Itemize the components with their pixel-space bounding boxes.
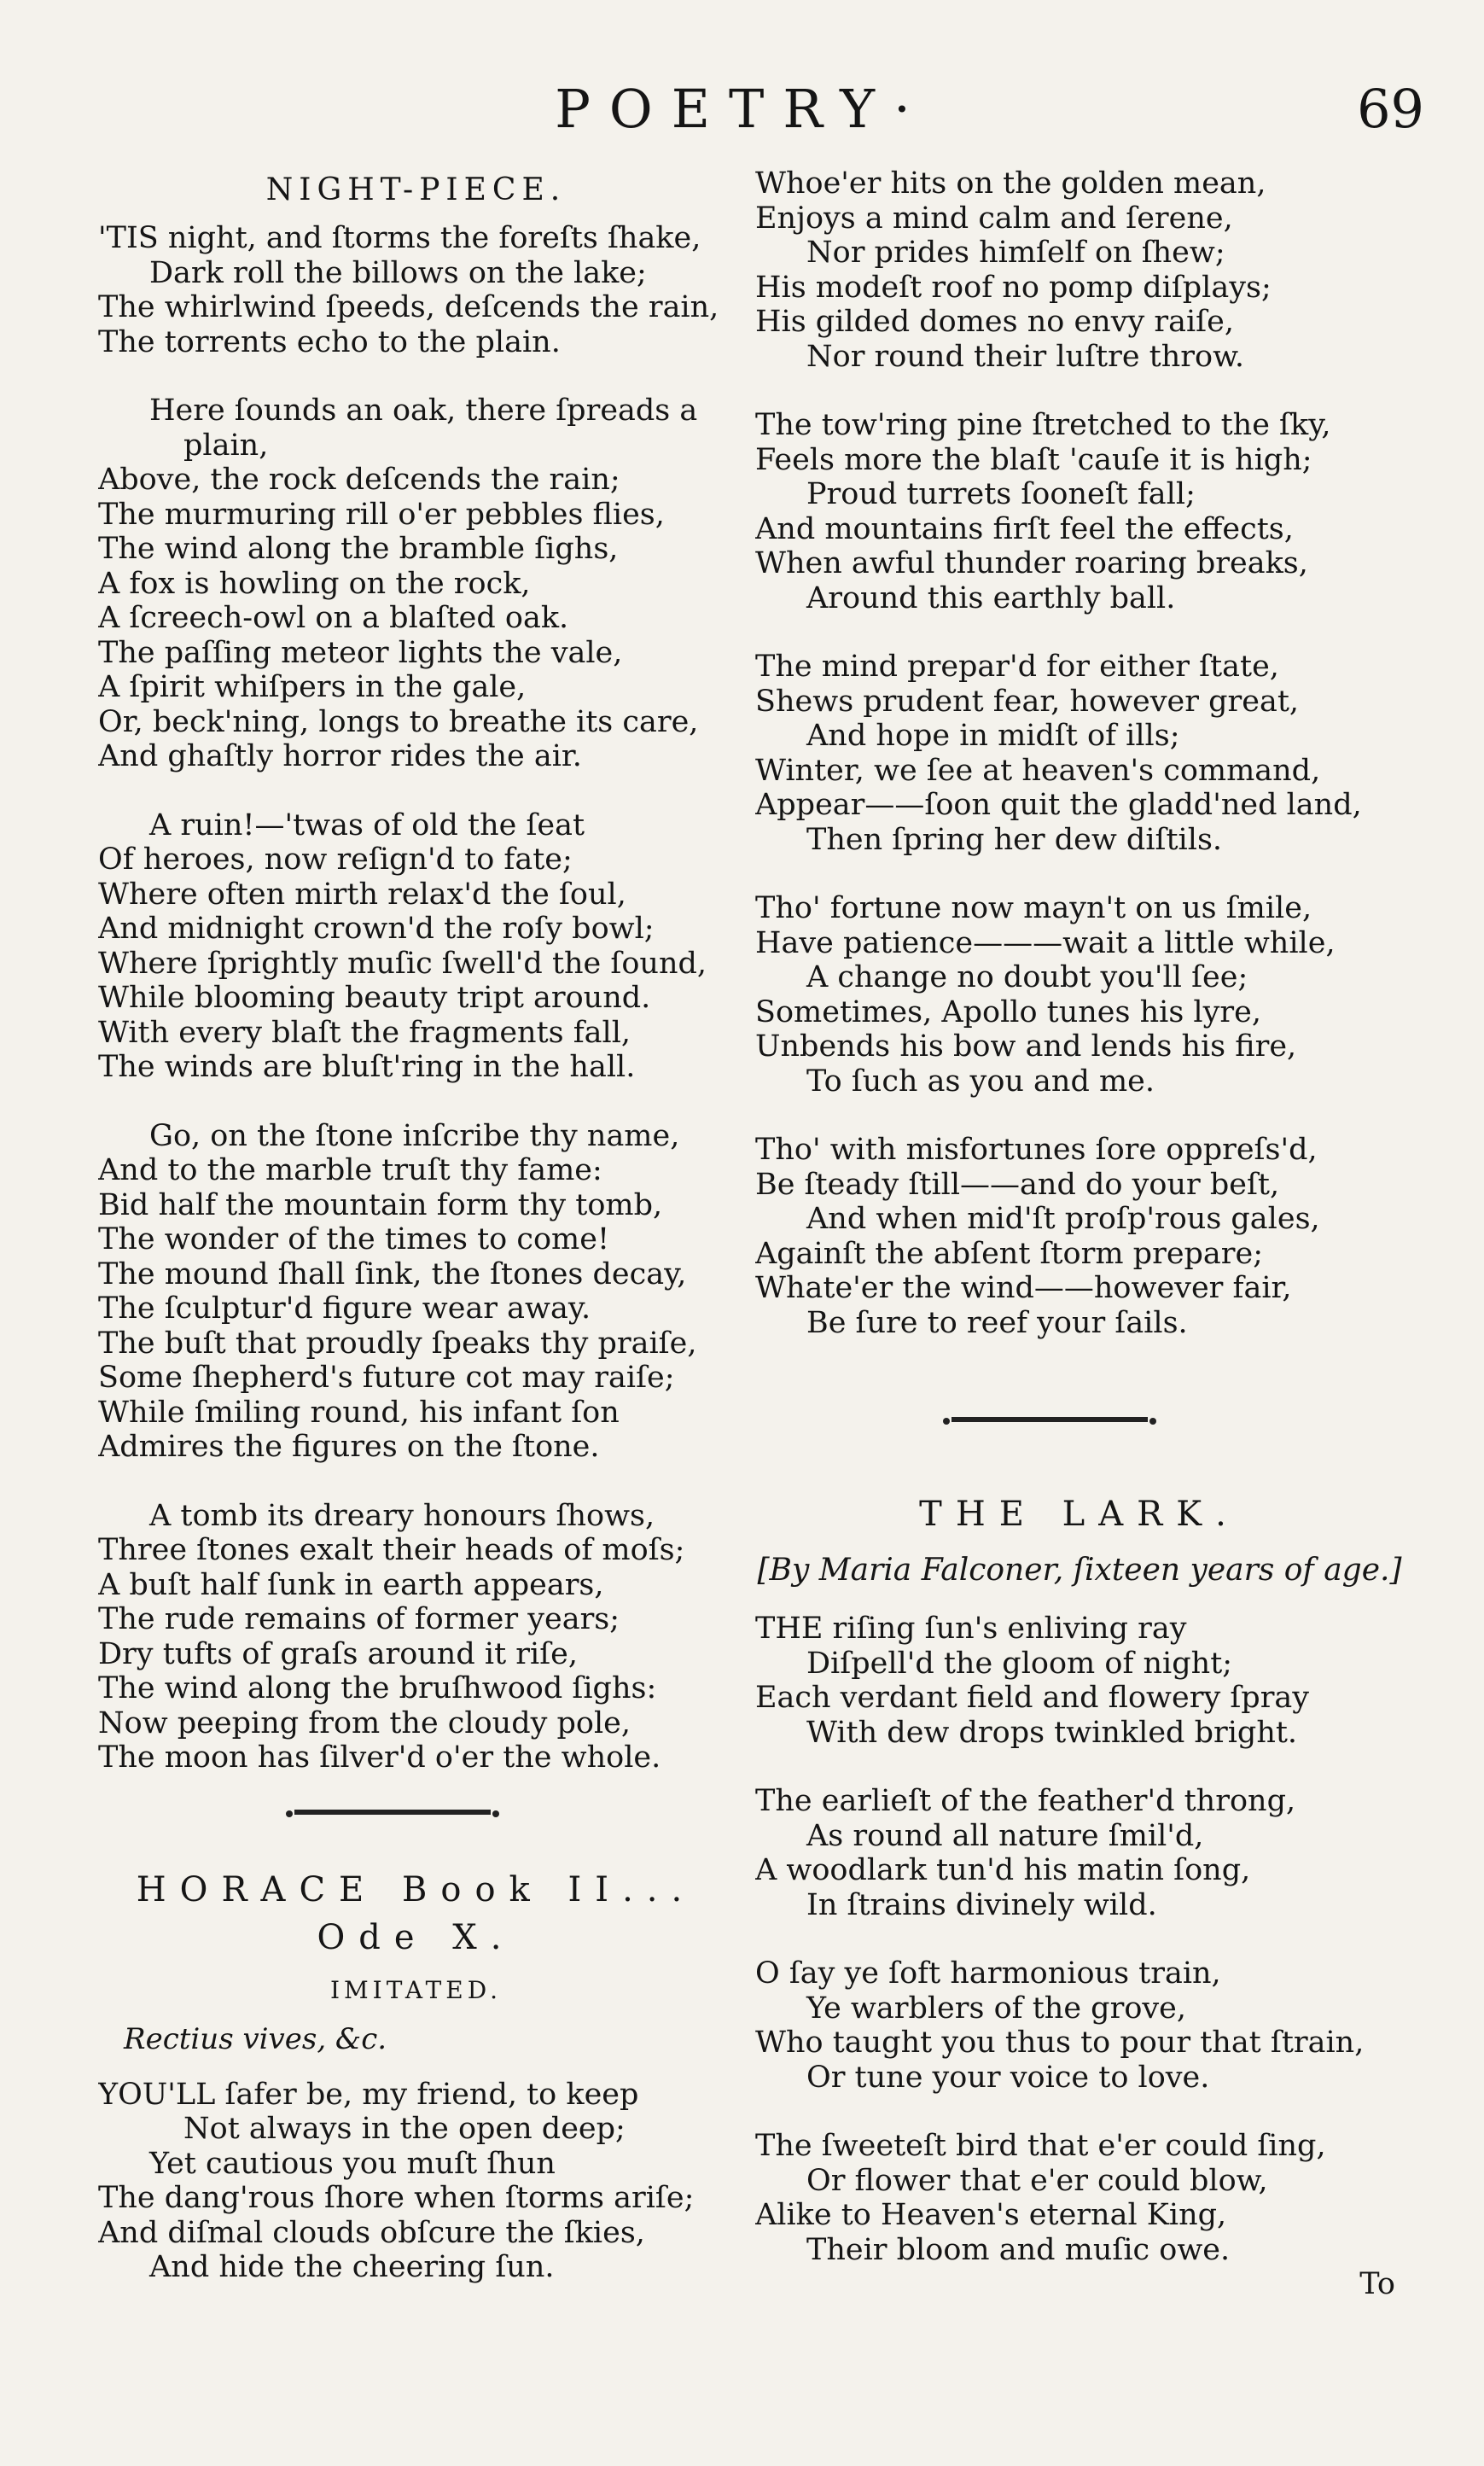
poem-line: To ſuch as you and me. bbox=[806, 1064, 1155, 1099]
poem-line: Nor round their luſtre throw. bbox=[806, 339, 1245, 374]
stanza bbox=[755, 408, 1404, 615]
poem-line: The murmuring rill o'er pebbles flies, bbox=[98, 497, 665, 532]
poem-line: A ſpirit whiſpers in the gale, bbox=[98, 670, 527, 704]
poem-line: As round all nature ſmil'd, bbox=[806, 1818, 1204, 1853]
poem-line: The ſweeteſt bird that e'er could ſing, bbox=[755, 2129, 1326, 2163]
poem-line: The moon has ſilver'd o'er the whole. bbox=[98, 1740, 661, 1775]
right-column bbox=[755, 166, 1404, 2428]
poem-line: And mountains firſt feel the effects, bbox=[755, 511, 1294, 546]
stanza bbox=[98, 2078, 734, 2285]
poem-line: While ſmiling round, his infant ſon bbox=[98, 1395, 620, 1430]
stanza bbox=[755, 891, 1404, 1099]
running-title: POETRY· bbox=[555, 78, 929, 140]
poem-line: The ſculptur'd figure wear away. bbox=[98, 1291, 591, 1326]
poem-line: A tomb its dreary honours ſhows, bbox=[149, 1498, 655, 1533]
poem-line: Ye warblers of the grove, bbox=[806, 1991, 1187, 2026]
poem-line: Three ſtones exalt their heads of moſs; bbox=[98, 1533, 685, 1567]
poem-line: Shews prudent fear, however great, bbox=[755, 684, 1300, 719]
poem-line: The winds are bluſt'ring in the hall. bbox=[98, 1050, 636, 1084]
stanza bbox=[755, 650, 1404, 857]
poem-line: Some ſhepherd's future cot may raiſe; bbox=[98, 1361, 675, 1395]
poem-line: Where often mirth relax'd the ſoul, bbox=[98, 877, 626, 912]
poem-epigraph: Rectius vives, &c. bbox=[124, 2021, 387, 2056]
poem-line: The earlieſt of the feather'd throng, bbox=[755, 1784, 1296, 1818]
stanza bbox=[98, 221, 734, 359]
poem-line: Then ſpring her dew diſtils. bbox=[806, 822, 1223, 857]
poem-line: Now peeping from the cloudy pole, bbox=[98, 1705, 631, 1740]
poem-line: Be ſteady ſtill——and do your beſt, bbox=[755, 1167, 1280, 1202]
poem-line: A ſcreech-owl on a blaſted oak. bbox=[98, 601, 569, 635]
stanza bbox=[755, 166, 1404, 374]
page-header bbox=[0, 75, 1484, 143]
poem-line: With every blaſt the fragments fall, bbox=[98, 1015, 631, 1050]
page-number: 69 bbox=[1357, 78, 1424, 140]
poem-line: His modeſt roof no pomp diſplays; bbox=[755, 270, 1272, 305]
poem-line: With dew drops twinkled bright. bbox=[806, 1715, 1298, 1750]
poem-subtitle: IMITATED. bbox=[329, 1975, 503, 2004]
catchword: To bbox=[1359, 2267, 1395, 2301]
poem-line: And hope in midſt of ills; bbox=[806, 719, 1180, 753]
poem-line: Here ſounds an oak, there ſpreads a bbox=[149, 394, 698, 428]
poem-line: Or, beck'ning, longs to breathe its care, bbox=[98, 704, 699, 739]
poem-line: Tho' with misfortunes ſore oppreſs'd, bbox=[755, 1133, 1318, 1167]
poem-line: Feels more the blaſt 'cauſe it is high; bbox=[755, 442, 1312, 477]
poem-line: A ruin!—'twas of old the ſeat bbox=[149, 807, 585, 842]
stanza bbox=[98, 394, 734, 774]
poem-line: Or tune your voice to love. bbox=[806, 2060, 1210, 2095]
poem-line: Admires the figures on the ſtone. bbox=[98, 1430, 600, 1464]
poem-line: Whate'er the wind——however fair, bbox=[755, 1271, 1292, 1305]
poem-line: Have patience———wait a little while, bbox=[755, 925, 1336, 960]
poem-line: Proud turrets ſooneſt fall; bbox=[806, 477, 1196, 511]
poem-line: And hide the cheering ſun. bbox=[149, 2250, 555, 2284]
stanza bbox=[755, 1956, 1404, 2095]
poem-line: Their bloom and muſic owe. bbox=[806, 2232, 1231, 2267]
stanza bbox=[755, 1133, 1404, 1340]
poem-line: Unbends his bow and lends his fire, bbox=[755, 1029, 1297, 1064]
poem-line: And to the marble truſt thy fame: bbox=[98, 1153, 602, 1187]
poem-line: The dang'rous ſhore when ſtorms ariſe; bbox=[98, 2181, 695, 2215]
poem-line: And midnight crown'd the roſy bowl; bbox=[98, 912, 655, 946]
poem-line: O ſay ye ſoft harmonious train, bbox=[755, 1956, 1221, 1991]
poem-line: Dry tufts of graſs around it riſe, bbox=[98, 1636, 578, 1671]
poem-line: Diſpell'd the gloom of night; bbox=[806, 1646, 1233, 1681]
poem-line: While blooming beauty tript around. bbox=[98, 981, 651, 1015]
ornamental-rule bbox=[952, 1417, 1148, 1422]
poem-line: Dark roll the billows on the lake; bbox=[149, 255, 647, 290]
stanza bbox=[755, 1784, 1404, 1922]
stanza bbox=[755, 1612, 1404, 1750]
poem-line: The buſt that proudly ſpeaks thy praiſe, bbox=[98, 1326, 697, 1361]
poem-byline: [By Maria Falconer, ſixteen years of age.] bbox=[757, 1553, 1402, 1588]
poem-line: Winter, we ſee at heaven's command, bbox=[755, 753, 1321, 788]
poem-line: Nor prides himſelf on ſhew; bbox=[806, 236, 1225, 270]
poem-line: Around this earthly ball. bbox=[806, 580, 1176, 615]
poem-line: Tho' fortune now mayn't on us ſmile, bbox=[755, 891, 1312, 925]
poem-line: In ſtrains divinely wild. bbox=[806, 1887, 1157, 1922]
poem-line: Whoe'er hits on the golden mean, bbox=[755, 166, 1266, 201]
poem-line: The rude remains of former years; bbox=[98, 1602, 620, 1636]
poem-line: Not always in the open deep; bbox=[183, 2112, 626, 2146]
stanza bbox=[98, 808, 734, 1085]
poem-line: Go, on the ſtone inſcribe thy name, bbox=[149, 1118, 680, 1153]
poem-line: The tow'ring pine ſtretched to the ſky, bbox=[755, 408, 1331, 442]
poem-line: The torrents echo to the plain. bbox=[98, 324, 561, 359]
poem-line: THE riſing ſun's enliving ray bbox=[755, 1612, 1187, 1646]
poem-line: 'TIS night, and ſtorms the foreſts ſhake, bbox=[98, 221, 701, 255]
poem-line: Appear——ſoon quit the gladd'ned land, bbox=[755, 788, 1362, 822]
poem-line: Yet cautious you muſt ſhun bbox=[149, 2146, 556, 2181]
poem-line: The wonder of the times to come! bbox=[98, 1222, 610, 1256]
poem-line: And ghaſtly horror rides the air. bbox=[98, 739, 582, 773]
poem-line: Sometimes, Apollo tunes his lyre, bbox=[755, 994, 1261, 1029]
poem-line: The wind along the bramble ſighs, bbox=[98, 532, 619, 566]
stanza bbox=[755, 2129, 1404, 2302]
poem-line: Where ſprightly muſic ſwell'd the ſound, bbox=[98, 946, 707, 981]
stanza bbox=[98, 1119, 734, 1465]
poem-line: A fox is howling on the rock, bbox=[98, 566, 531, 601]
poem-line: A buſt half ſunk in earth appears, bbox=[98, 1567, 604, 1602]
poem-title-lark: THE LARK. bbox=[919, 1495, 1240, 1534]
left-column bbox=[98, 166, 734, 2428]
poem-line: The whirlwind ſpeeds, deſcends the rain, bbox=[98, 290, 719, 324]
poem-line: Be ſure to reef your ſails. bbox=[806, 1305, 1188, 1340]
poem-line: Bid half the mountain form thy tomb, bbox=[98, 1187, 663, 1222]
ornamental-rule bbox=[294, 1810, 491, 1815]
poem-line: YOU'LL ſafer be, my friend, to keep bbox=[98, 2077, 639, 2112]
poem-line: And when mid'ſt proſp'rous gales, bbox=[806, 1202, 1320, 1236]
poem-line: Againſt the abſent ſtorm prepare; bbox=[755, 1236, 1264, 1271]
poem-title-horace: HORACE Book II... Ode X. bbox=[136, 1869, 696, 1957]
poem-line: Above, the rock deſcends the rain; bbox=[98, 463, 620, 497]
poem-line: The mind prepar'd for either ſtate, bbox=[755, 650, 1279, 684]
poem-line: Enjoys a mind calm and ſerene, bbox=[755, 201, 1233, 236]
poem-line: A change no doubt you'll ſee; bbox=[806, 960, 1248, 994]
poem-line: The mound ſhall ſink, the ſtones decay, bbox=[98, 1256, 687, 1291]
poem-line: plain, bbox=[183, 428, 269, 463]
poem-line: Alike to Heaven's eternal King, bbox=[755, 2198, 1227, 2232]
poem-line: A woodlark tun'd his matin ſong, bbox=[755, 1853, 1251, 1887]
poem-line: The wind along the bruſhwood ſighs: bbox=[98, 1671, 657, 1705]
poem-line: Of heroes, now reſign'd to fate; bbox=[98, 842, 573, 877]
poem-line: His gilded domes no envy raiſe, bbox=[755, 305, 1234, 339]
poem-title-night-piece: NIGHT-PIECE. bbox=[265, 172, 567, 207]
poem-line: And diſmal clouds obſcure the ſkies, bbox=[98, 2215, 645, 2250]
poem-line: Who taught you thus to pour that ſtrain, bbox=[755, 2026, 1365, 2060]
stanza bbox=[98, 1499, 734, 1775]
poem-line: When awful thunder roaring breaks, bbox=[755, 546, 1308, 580]
poem-line: Each verdant field and flowery ſpray bbox=[755, 1681, 1310, 1715]
poem-line: The paſſing meteor lights the vale, bbox=[98, 635, 623, 670]
poem-line: Or flower that e'er could blow, bbox=[806, 2163, 1268, 2198]
